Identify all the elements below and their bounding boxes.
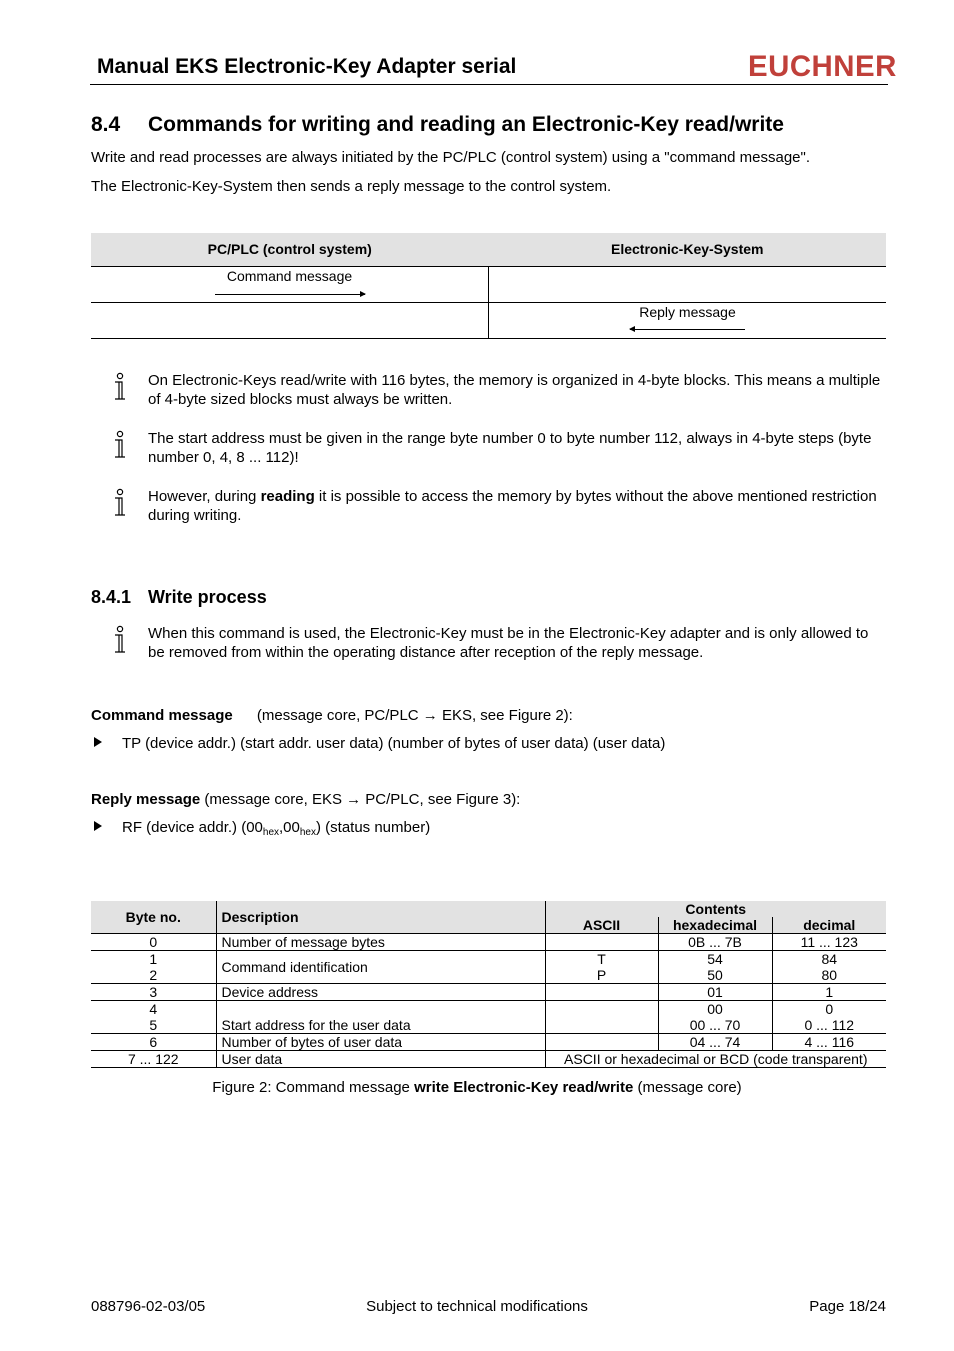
note-start-address: The start address must be given in the range byte number 0 to byte number 112, always in 4-byte steps (byte number 0, 4, 8 ... 112)! xyxy=(148,430,872,466)
note-memory-blocks: On Electronic-Keys read/write with 116 bytes, the memory is organized in 4-byte blocks. This means a multiple of 4-byte sized blocks must always be written. xyxy=(148,372,881,408)
th-decimal: decimal xyxy=(772,917,886,934)
arrow-right-icon xyxy=(215,294,365,295)
section-number: 8.4 xyxy=(91,113,121,136)
section-title: Commands for writing and reading an Electronic-Key read/write xyxy=(148,113,784,136)
th-ascii: ASCII xyxy=(545,917,658,934)
table-row: 4 Start address for the user data 00 0 xyxy=(91,1001,886,1018)
flow-row-reply xyxy=(91,303,886,339)
reply-message-desc: (message core, EKS → PC/PLC, see Figure 3): xyxy=(200,791,521,808)
table-row: 2 P 50 80 xyxy=(91,967,886,984)
info-icon xyxy=(113,625,127,655)
flow-col-control-system: PC/PLC (control system) xyxy=(207,241,372,257)
th-byte-no: Byte no. xyxy=(91,901,216,934)
subsection-heading xyxy=(91,587,267,608)
bullet-triangle-icon xyxy=(94,821,102,831)
reply-message-label-bold: Reply message xyxy=(91,791,201,808)
note-write-process: When this command is used, the Electronic-Key must be in the Electronic-Key adapter and is only allowed to be removed from within the operating distance after reception of the reply message. xyxy=(148,625,869,661)
th-hexadecimal: hexadecimal xyxy=(658,917,772,934)
command-message-label: Command message xyxy=(226,268,353,284)
table-row: 6 Number of bytes of user data 04 ... 74 4 ... 116 xyxy=(91,1034,886,1051)
note-reading: However, during reading it is possible to access the memory by bytes without the above mentioned restriction during writing. xyxy=(148,488,877,524)
command-message-line xyxy=(91,707,573,725)
arrow-left-icon xyxy=(630,329,745,330)
footer-doc-number: 088796-02-03/05 xyxy=(91,1298,206,1315)
command-bullet: TP (device addr.) (start addr. user data) (number of bytes of user data) (user data) xyxy=(94,735,665,752)
command-message-label-bold: Command message xyxy=(91,707,233,724)
th-description: Description xyxy=(216,901,545,934)
flow-row-command xyxy=(91,267,886,303)
note-reading-bold: reading xyxy=(260,488,315,505)
subsection-title: Write process xyxy=(148,587,267,607)
flow-col-eks: Electronic-Key-System xyxy=(610,241,764,257)
figure-caption: Figure 2: Command message write Electronic-Key read/write (message core) xyxy=(212,1079,742,1096)
message-flow-table xyxy=(91,233,886,339)
intro-paragraph-1: Write and read processes are always initiated by the PC/PLC (control system) using a "command message". xyxy=(91,149,811,166)
section-heading xyxy=(91,113,784,137)
info-icon xyxy=(113,372,127,402)
info-icon xyxy=(113,430,127,460)
reply-message-label: Reply message xyxy=(639,304,736,320)
reply-bullet: RF (device addr.) $(00_{hex},00_{hex})$ (status number) xyxy=(94,819,430,836)
header-rule xyxy=(90,84,888,85)
document-title: Manual EKS Electronic-Key Adapter serial xyxy=(97,55,517,78)
table-row: 5 00 ... 70 0 ... 112 xyxy=(91,1017,886,1034)
subsection-number: 8.4.1 xyxy=(91,587,132,607)
table-row: 0 Number of message bytes 0B ... 7B 11 ... 123 xyxy=(91,934,886,951)
th-contents: Contents xyxy=(545,901,886,917)
flow-header-row xyxy=(91,233,886,267)
command-message-table xyxy=(91,901,886,1068)
table-row: 1 Command identification T 54 84 xyxy=(91,951,886,968)
reply-message-line xyxy=(91,791,520,809)
footer-center: Subject to technical modifications xyxy=(366,1298,588,1315)
intro-paragraph-2: The Electronic-Key-System then sends a reply message to the control system. xyxy=(91,178,612,195)
footer-page: Page 18/24 xyxy=(809,1298,886,1315)
euchner-logo: EUCHNER xyxy=(748,50,897,83)
bullet-triangle-icon xyxy=(94,737,102,747)
table-row: 3 Device address 01 1 xyxy=(91,984,886,1001)
command-message-desc: (message core, PC/PLC → EKS, see Figure 2): xyxy=(256,707,573,724)
info-icon xyxy=(113,488,127,518)
table-row: 7 ... 122 User data ASCII or hexadecimal or BCD (code transparent) xyxy=(91,1051,886,1068)
